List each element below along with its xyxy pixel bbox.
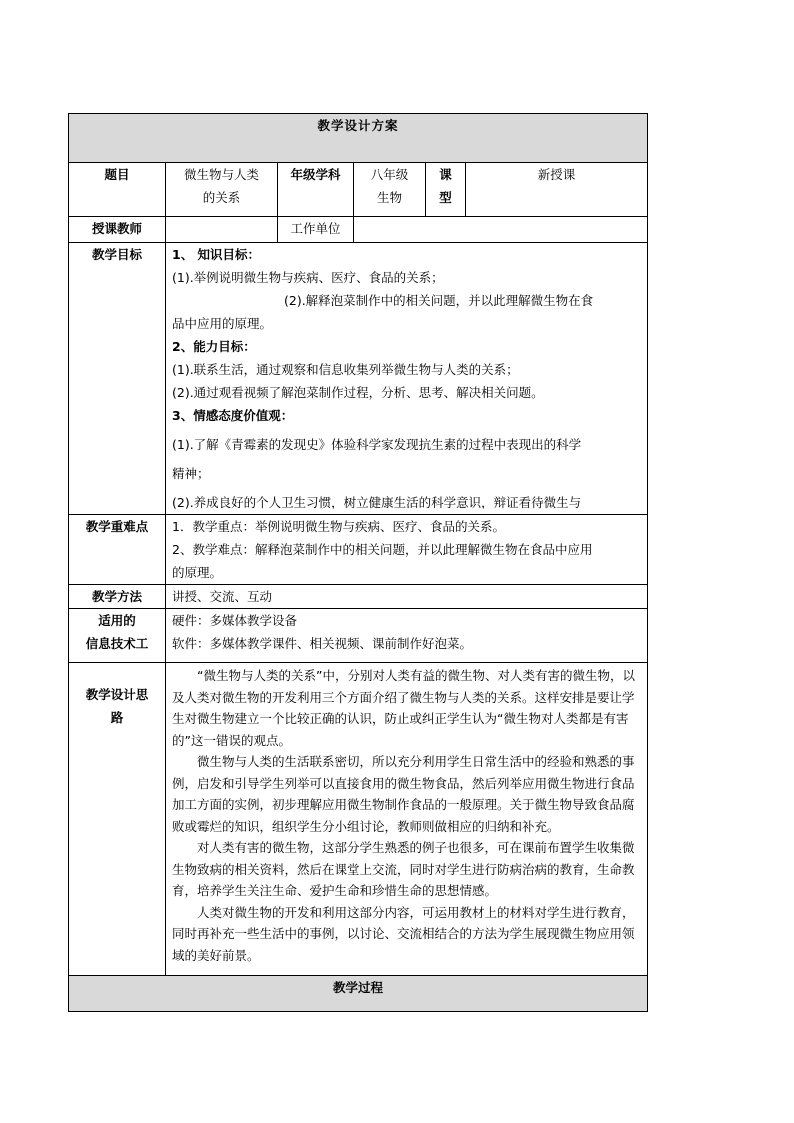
teacher-label: 授课教师 [69,217,166,243]
lesson-plan-table [68,113,648,1012]
goals-row [69,243,648,515]
teacher-value [166,217,278,243]
tech-content [166,609,648,663]
knowledge-goal-2b: 品中应用的原理。 [172,316,273,331]
keypoints-row [69,515,648,585]
design-paragraph-3: 对人类有害的微生物，这部分学生熟悉的例子也很多，可在课前布置学生收集微生物致病的相关资料，然后在课堂上交流，同时对学生进行防病治病的教育，生命教育，培养学生关注生命、爱护生命和珍惜生命的思想情感。 [172,840,635,898]
grade-value: 八年级 生物 [354,163,426,217]
unit-label: 工作单位 [278,217,354,243]
topic-value: 微生物与人类 的关系 [166,163,278,217]
title-row [69,114,648,163]
design-label: 教学设计思 路 [69,663,166,976]
goals-label: 教学目标 [69,243,166,515]
emotion-goal-title: 3、情感态度价值观： [172,408,294,423]
keypoints-label: 教学重难点 [69,515,166,585]
keypoint-2a: 2、教学难点：解释泡菜制作中的相关问题，并以此理解微生物在食品中应用 [172,542,593,557]
topic-label: 题目 [69,163,166,217]
ability-goal-1: (1).联系生活，通过观察和信息收集列举微生物与人类的关系； [172,362,519,377]
tech-hardware: 硬件：多媒体教学设备 [172,613,298,628]
ability-goal-title: 2、能力目标： [172,339,256,354]
design-paragraph-2: 微生物与人类的生活联系密切，所以充分利用学生日常生活中的经验和熟悉的事例，启发和引导学生列举可以直接食用的微生物食品，然后列举应用微生物进行食品加工方面的实例，初步理解应用微生物制作食品的一般原理。关于微生物导致食品腐败或霉烂的知识，组织学生分小组讨论，教师则做相应的归纳和补充。 [172,754,635,834]
tech-row [69,609,648,663]
tech-label: 适用的 信息技术工 [69,609,166,663]
emotion-goal-2: (2).养成良好的个人卫生习惯，树立健康生活的科学意识，辩证看待微生与 [172,495,582,509]
tech-software: 软件：多媒体教学课件、相关视频、课前制作好泡菜。 [172,636,473,651]
teaching-process-header: 教学过程 [69,976,648,1012]
method-row [69,585,648,609]
keypoints-content [166,515,648,585]
design-paragraph-1: “微生物与人类的关系”中，分别对人类有益的微生物、对人类有害的微生物，以及人类对微生物的开发利用三个方面介绍了微生物与人类的关系。这样安排是要让学生对微生物建立一个比较正确的认识，防止或纠正学生认为“微生物对人类都是有害的”这一错误的观点。 [172,668,635,748]
process-row [69,976,648,1012]
design-row [69,663,648,976]
knowledge-goal-2a: (2).解释泡菜制作中的相关问题，并以此理解微生物在食 [284,293,594,308]
teacher-row [69,217,648,243]
knowledge-goal-title: 1、 知识目标： [172,247,261,262]
keypoint-1: 1．教学重点：举例说明微生物与疾病、医疗、食品的关系。 [172,519,505,534]
design-paragraph-4: 人类对微生物的开发和利用这部分内容，可运用教材上的材料对学生进行教育，同时再补充一些生活中的事例，以讨论、交流相结合的方法为学生展现微生物应用领域的美好前景。 [172,904,635,963]
keypoint-2b: 的原理。 [172,565,223,580]
grade-label: 年级学科 [278,163,354,217]
method-value: 讲授、交流、互动 [166,585,648,609]
design-content [166,663,648,976]
emotion-goal-1b: 精神； [172,466,210,481]
method-label: 教学方法 [69,585,166,609]
goals-content [166,243,648,515]
knowledge-goal-1: (1).举例说明微生物与疾病、医疗、食品的关系； [172,270,444,285]
ability-goal-2: (2).通过观看视频了解泡菜制作过程，分析、思考、解决相关问题。 [172,385,544,400]
unit-value [354,217,648,243]
emotion-goal-1a: (1).了解《青霉素的发现史》体验科学家发现抗生素的过程中表现出的科学 [172,437,582,452]
page-title: 教学设计方案 [69,114,648,163]
type-label: 课 型 [426,163,466,217]
type-value: 新授课 [466,163,648,217]
topic-row [69,163,648,217]
